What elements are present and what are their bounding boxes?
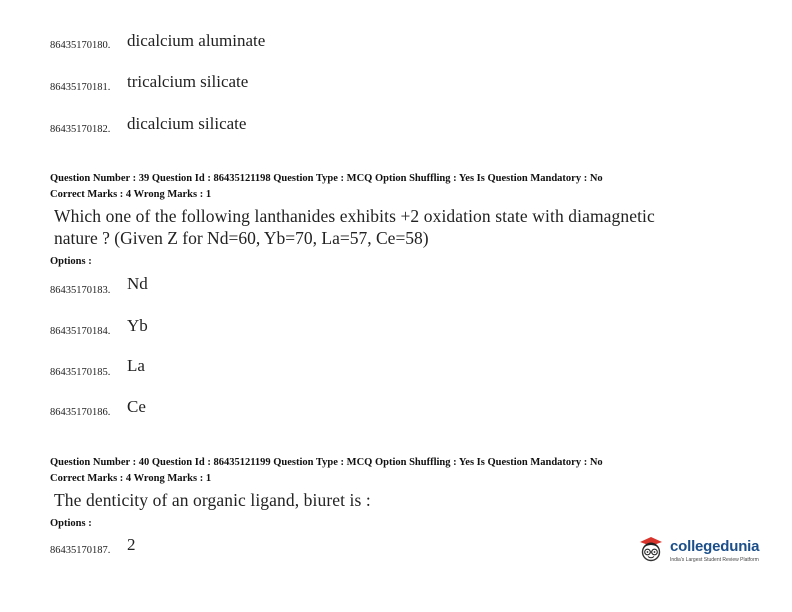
- option-text: dicalcium aluminate: [127, 31, 266, 50]
- logo-name: collegedunia: [670, 538, 760, 555]
- option-text: tricalcium silicate: [127, 72, 249, 91]
- options-label: Options :: [50, 256, 92, 267]
- collegedunia-logo: [636, 532, 766, 572]
- question-text: The denticity of an organic ligand, biuret is :: [54, 490, 371, 510]
- option-text: Nd: [127, 274, 148, 293]
- question-marks: Correct Marks : 4 Wrong Marks : 1: [50, 473, 212, 484]
- option-id: 86435170181.: [50, 82, 111, 93]
- question-meta: Question Number : 40 Question Id : 86435121199 Question Type : MCQ Option Shuffling : Yes Is Question Mandatory : No: [50, 457, 603, 468]
- option-id: 86435170185.: [50, 367, 111, 378]
- option-id: 86435170183.: [50, 285, 111, 296]
- option-text: La: [127, 356, 145, 375]
- option-text: Yb: [127, 316, 148, 335]
- option-id: 86435170184.: [50, 326, 111, 337]
- question-text: Which one of the following lanthanides exhibits +2 oxidation state with diamagnetic: [54, 206, 655, 226]
- question-text: nature ? (Given Z for Nd=60, Yb=70, La=57, Ce=58): [54, 228, 429, 248]
- option-id: 86435170182.: [50, 124, 111, 135]
- question-marks: Correct Marks : 4 Wrong Marks : 1: [50, 189, 212, 200]
- option-id: 86435170187.: [50, 545, 111, 556]
- logo-tagline: India's Largest Student Review Platform: [670, 557, 759, 563]
- options-label: Options :: [50, 518, 92, 529]
- mascot-icon: [636, 534, 666, 564]
- option-text: Ce: [127, 397, 146, 416]
- option-text: 2: [127, 535, 136, 554]
- option-text: dicalcium silicate: [127, 114, 247, 133]
- question-meta: Question Number : 39 Question Id : 86435121198 Question Type : MCQ Option Shuffling : Yes Is Question Mandatory : No: [50, 173, 603, 184]
- option-id: 86435170186.: [50, 407, 111, 418]
- option-id: 86435170180.: [50, 40, 111, 51]
